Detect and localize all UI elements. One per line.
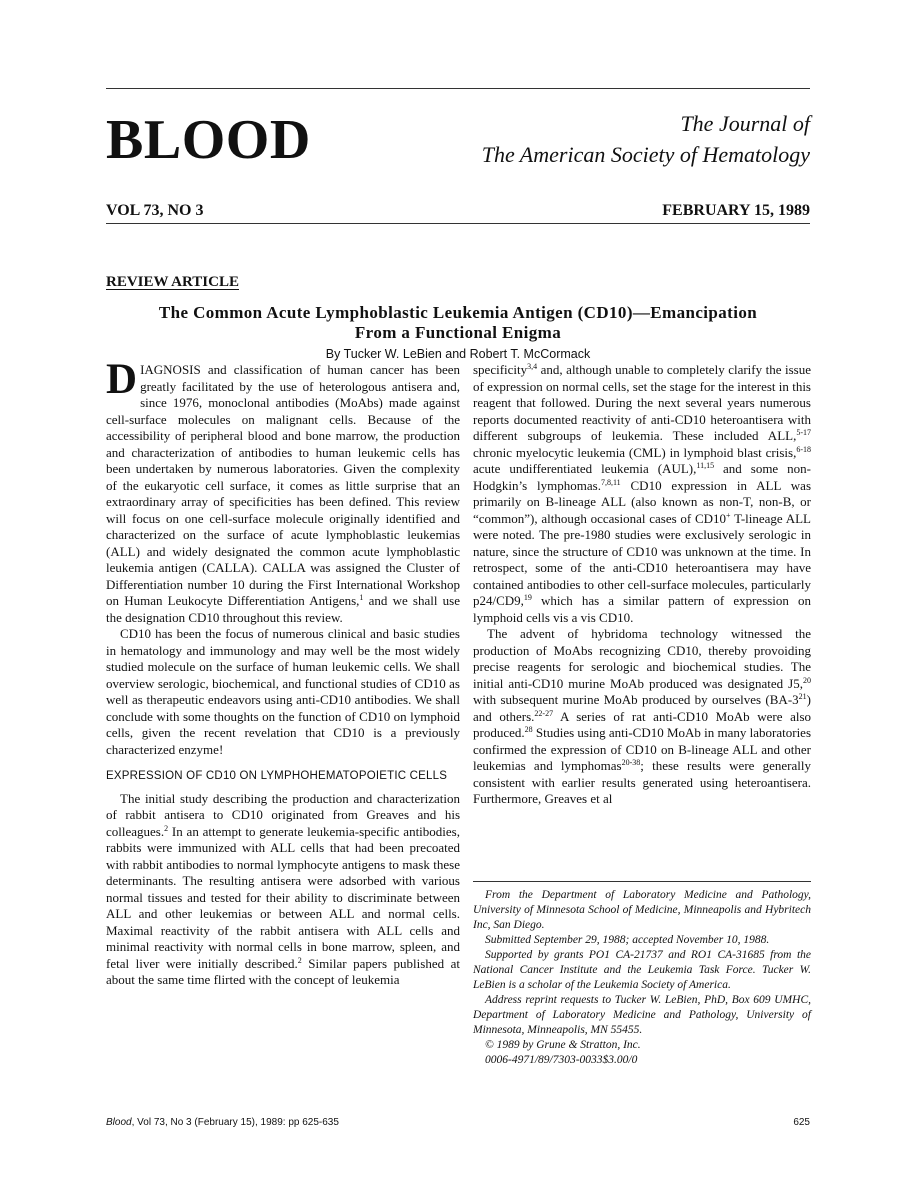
- reference-superscript: 2: [164, 823, 169, 833]
- section-heading: EXPRESSION OF CD10 ON LYMPHOHEMATOPOIETIC CELLS: [106, 770, 448, 782]
- issue-date: FEBRUARY 15, 1989: [662, 202, 810, 219]
- paragraph: CD10 has been the focus of numerous clinical and basic studies in hematology and immunology and may well be the most widely studied molecule on the surface of human leukemic cells. We shall overview serologic, biochemical, and functional studies of CD10 as well as therapeutic endeavors using anti-CD10 antibodies. We shall conclude with some thoughts on the function of CD10 on lymphoid cells, given the recent revelation that CD10 is a previously characterized enzyme!: [106, 626, 460, 757]
- left-column: [106, 356, 460, 989]
- footnote-support: Supported by grants PO1 CA-21737 and RO1 CA-31685 from the National Cancer Institute and the Leukemia Task Force. Tucker W. LeBien is a scholar of the Leukemia Society of America.: [473, 949, 811, 991]
- footnote-reprints: Address reprint requests to Tucker W. LeBien, PhD, Box 609 UMHC, Department of Laboratory Medicine and Pathology, University of Minnesota, Minneapolis, MN 55455.: [473, 994, 811, 1036]
- footer-journal-name: Blood: [106, 1117, 132, 1128]
- footnote-code: 0006-4971/89/7303-0033$3.00/0: [485, 1054, 638, 1066]
- footnote-affiliation: From the Department of Laboratory Medicine and Pathology, University of Minnesota School of Medicine, Minneapolis and Hybritech Inc, San Diego.: [473, 889, 811, 931]
- reference-superscript: 20: [803, 675, 811, 685]
- reference-superscript: 28: [524, 725, 533, 734]
- reference-superscript: 5-17: [796, 428, 811, 437]
- paragraph: The initial study describing the production and characterization of rabbit antisera to CD10 originated from Greaves and his colleagues.$^2$ In an attempt to generate leukemia-specific antibodies, rabbits were immunized with ALL cells that had been precoated with rabbit antibodies to normal lymphocyte antigens to mask these determinants. The resulting antisera were adsorbed with various normal tissues and tested for their ability to discriminate between ALL and other leukemias or between ALL and normal cells. Maximal reactivity of the rabbit antisera with ALL cells and minimal reactivity with normal cells in bone marrow, spleen, and fetal liver were initially described.$^2$ Similar papers published at about the same time flirted with the concept of leukemia: [106, 790, 460, 987]
- drop-cap: D: [106, 356, 138, 403]
- volume-issue: VOL 73, NO 3: [106, 202, 204, 219]
- journal-subtitle-line1: The Journal of: [680, 111, 810, 136]
- article-title: [106, 303, 810, 343]
- reference-superscript: 1: [359, 593, 364, 602]
- footnote-dates: Submitted September 29, 1988; accepted November 10, 1988.: [485, 934, 770, 946]
- reference-superscript: 2: [297, 955, 302, 965]
- reference-superscript: 6-18: [796, 444, 811, 454]
- article-type: REVIEW ARTICLE: [106, 274, 239, 290]
- reference-superscript: 11,15: [696, 461, 715, 470]
- reference-superscript: 22-27: [534, 708, 554, 718]
- reference-superscript: 19: [523, 593, 532, 602]
- masthead-top-rule: [106, 88, 810, 89]
- reference-superscript: 21: [798, 692, 807, 701]
- page-number: 625: [793, 1117, 810, 1128]
- byline: By Tucker W. LeBien and Robert T. McCormack: [325, 347, 591, 361]
- reference-superscript: 7,8,11: [600, 477, 621, 487]
- footer-citation: Blood, Vol 73, No 3 (February 15), 1989: pp 625-635: [106, 1117, 339, 1128]
- journal-subtitle-line2: The American Society of Hematology: [481, 142, 810, 167]
- paragraph: DIAGNOSIS and classification of human cancer has been greatly facilitated by the use of heterologous antisera and, since 1976, monoclonal antibodies (MoAbs) made against cell-surface molecules on malignant cells. Because of the accessibility of peripheral blood and bone marrow, the production and characterization of antibodies to human leukemic cells has been undertaken by numerous laboratories. Given the complexity of the eukaryotic cell surface, it comes as little surprise that an extraordinary array of specificities has been defined. This review will focus on one cell-surface molecule originally identified and characterized on the surface of acute lymphoblastic leukemias (ALL) and widely designated the common acute lymphoblastic leukemia antigen (CALLA). CALLA was assigned the Cluster of Differentiation number 10 during the First International Workshop on Human Leukocyte Differentiation Antigens,$^1$ and we shall use the designation CD10 throughout this review.: [106, 356, 460, 625]
- paragraph: The advent of hybridoma technology witnessed the production of MoAbs recognizing CD10, thereby provoiding precise reagents for serologic and biochemical studies. The initial anti-CD10 murine MoAb produced was designated J5,20 with subsequent murine MoAb produced by ourselves $(BA-3^{21})$ and others.$^{22-27}$ A series of rat anti-CD10 MoAb were also produced.$^{28}$ Studies using anti-CD10 MoAb in many laboratories confirmed the expression of CD10 on B-lineage ALL and other leukemias and lymphomas$^{20-38}$; these results were generally consistent with earlier results generated using heteroantisera. Furthermore, Greaves et al: [473, 626, 812, 806]
- footnotes: [473, 888, 811, 1068]
- footnote-divider: [473, 881, 811, 882]
- plus-superscript: +: [726, 510, 731, 520]
- paragraph: specificity$^{3,4}$ and, although unable to completely clarify the issue of expression on normal cells, set the stage for the interest in this reagent that followed. During the next several years numerous reports documented reactivity of anti-CD10 heteroantisera with different subgroups of leukemia. These included ALL,$^{5-17}$ chronic myelocytic leukemia (CML) in lymphoid blast crisis,$^{6-18}$ acute undifferentiated leukemia (AUL),$^{11,15}$ and some non-Hodgkin’s lymphomas.$^{7,8,11}$ CD10 expression in ALL was primarily on B-lineage ALL (also known as non-T, non-B, or “common”), although occasional cases of CD10+ T-lineage ALL were noted. The pre-1980 studies were exclusively serologic in nature, since the structure of CD10 was unknown at the time. In retrospect, some of the anti-CD10 heteroantisera may have contained antibodies to other cell-surface molecules, particularly p24/CD9,19 which has a similar pattern of expression on lymphoid cells vis a vis CD10.: [473, 362, 811, 625]
- article-title-line1: The Common Acute Lymphoblastic Leukemia Antigen (CD10)—Emancipation: [158, 303, 758, 322]
- reference-superscript: 3,4: [527, 362, 538, 371]
- footnote-copyright: © 1989 by Grune & Stratton, Inc.: [485, 1039, 641, 1051]
- article-title-line2: From a Functional Enigma: [354, 323, 562, 342]
- reference-superscript: 20-38: [621, 758, 641, 767]
- right-column: [473, 362, 811, 808]
- masthead-bottom-rule: [106, 223, 810, 224]
- journal-name: BLOOD: [106, 109, 311, 171]
